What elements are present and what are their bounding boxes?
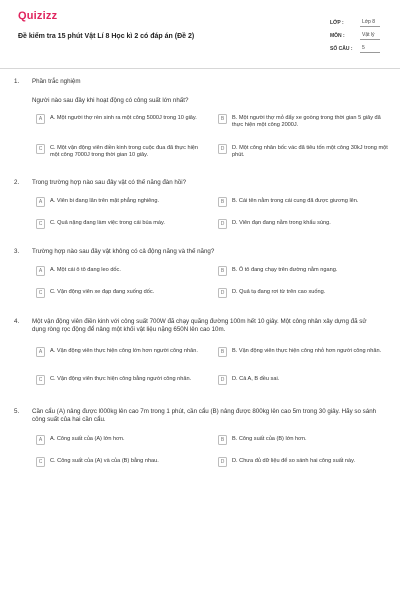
- option-text: D. Viên đạn đang nằm trong khẩu súng.: [232, 220, 331, 226]
- option-c[interactable]: [36, 219, 206, 229]
- option-letter-box: C: [36, 219, 45, 229]
- question-3-head: [14, 248, 380, 256]
- header-divider: [0, 68, 400, 69]
- question-2: [14, 179, 380, 227]
- option-text: D. Cả A, B đều sai.: [232, 376, 280, 382]
- worksheet-header: [18, 10, 382, 58]
- option-b[interactable]: [218, 347, 388, 357]
- meta-class-row: [330, 16, 380, 27]
- option-text: A. Một cái ô tô đang leo dốc.: [50, 267, 121, 273]
- meta-count-value: 5: [360, 45, 380, 53]
- question-5: [14, 408, 380, 465]
- option-letter-box: D: [218, 375, 227, 385]
- option-text: C. Một vận động viên điền kinh trong cuộc đua đã thực hiện một công 7000J trong thời gian 10 giây.: [50, 145, 199, 159]
- option-letter-box: A: [36, 114, 45, 124]
- option-letter-box: B: [218, 114, 227, 124]
- option-letter-box: A: [36, 197, 45, 207]
- option-letter-box: C: [36, 375, 45, 385]
- option-c[interactable]: [36, 457, 206, 467]
- question-1: [14, 78, 388, 159]
- option-b[interactable]: [218, 266, 388, 276]
- quizizz-logo[interactable]: Quizizz: [18, 10, 58, 22]
- option-b[interactable]: [218, 435, 388, 445]
- question-text: Một vận động viên điền kinh với công suất 700W đã chạy quãng đường 100m hết 10 giây. Một công nhân xây dựng đã sử dụng ròng rọc động để nâng một khối vật liệu nặng 650N lên cao 10m.: [32, 318, 367, 333]
- option-letter-box: A: [36, 266, 45, 276]
- option-d[interactable]: [218, 375, 388, 385]
- option-letter-box: B: [218, 197, 227, 207]
- option-text: D. Chưa đủ dữ liệu để so sánh hai công suất này.: [232, 458, 356, 464]
- worksheet-title: Đề kiểm tra 15 phút Vật Lí 8 Học kì 2 có đáp án (Đề 2): [18, 32, 195, 40]
- option-c[interactable]: [36, 144, 206, 160]
- option-text: D. Một công nhân bốc vác đã tiêu tốn một công 30kJ trong một phút.: [232, 145, 388, 159]
- question-3: [14, 248, 380, 296]
- question-text: Phần trắc nghiệm: [32, 78, 81, 85]
- option-b[interactable]: [218, 114, 388, 130]
- option-text: C. Quả nặng đang làm việc trong cái búa máy.: [50, 220, 165, 226]
- option-a[interactable]: [36, 347, 206, 357]
- question-number: 2.: [14, 179, 20, 186]
- option-c[interactable]: [36, 288, 206, 298]
- option-text: C. Vận động viên thực hiện công bằng người công nhân.: [50, 376, 192, 382]
- option-d[interactable]: [218, 457, 388, 467]
- option-letter-box: C: [36, 288, 45, 298]
- meta-count-label: SỐ CÂU :: [330, 45, 353, 52]
- question-4-head: [14, 318, 380, 334]
- option-b[interactable]: [218, 197, 388, 207]
- option-text: B. Một người thợ mỏ đẩy xe goòng trong thời gian 5 giây đã thực hiện một công 2000J.: [232, 115, 381, 129]
- option-d[interactable]: [218, 288, 388, 298]
- meta-class-value: Lớp 8: [360, 19, 380, 27]
- option-text: A. Vận động viên thực hiện công lớn hơn người công nhân.: [50, 348, 198, 354]
- option-text: A. Công suất của (A) lớn hơn.: [50, 436, 125, 442]
- option-text: B. Cái tên nằm trong cái cung đã được giương lên.: [232, 198, 359, 204]
- question-text: Trong trường hợp nào sau đây vật có thế năng đàn hồi?: [32, 179, 187, 186]
- option-text: C. Vận động viên xe đạp đang xuống dốc.: [50, 289, 155, 295]
- option-letter-box: D: [218, 144, 227, 154]
- meta-subject-row: [330, 29, 380, 40]
- question-text: Cần cẩu (A) nâng được l000kg lên cao 7m trong 1 phút, cần cẩu (B) nâng được 800kg lên cao 5m trong 30 giây. Hãy so sánh công suất của hai cần cẩu.: [32, 408, 377, 423]
- option-a[interactable]: [36, 435, 206, 445]
- question-number: 1.: [14, 78, 20, 85]
- option-text: A. Viên bi đang lăn trên mặt phẳng nghiêng.: [50, 198, 160, 204]
- question-number: 3.: [14, 248, 20, 255]
- question-5-head: [14, 408, 380, 424]
- option-letter-box: B: [218, 266, 227, 276]
- option-letter-box: D: [218, 457, 227, 467]
- option-letter-box: A: [36, 435, 45, 445]
- option-c[interactable]: [36, 375, 206, 385]
- worksheet-meta: [330, 16, 380, 55]
- meta-subject-label: MÔN :: [330, 32, 345, 39]
- question-number: 5.: [14, 408, 20, 415]
- option-text: B. Công suất của (B) lớn hơn.: [232, 436, 307, 442]
- option-a[interactable]: [36, 197, 206, 207]
- question-number: 4.: [14, 318, 20, 325]
- question-2-head: [14, 179, 380, 187]
- question-1-head: [14, 78, 380, 86]
- option-text: A. Một người thợ rèn sinh ra một công 5000J trong 10 giây.: [50, 115, 197, 121]
- option-a[interactable]: [36, 114, 206, 124]
- meta-subject-value: Vật lý: [360, 32, 380, 40]
- option-d[interactable]: [218, 219, 388, 229]
- option-a[interactable]: [36, 266, 206, 276]
- option-text: B. Ô tô đang chạy trên đường nằm ngang.: [232, 267, 338, 273]
- option-letter-box: B: [218, 347, 227, 357]
- option-letter-box: D: [218, 219, 227, 229]
- option-d[interactable]: [218, 144, 388, 160]
- option-letter-box: C: [36, 457, 45, 467]
- option-text: B. Vận động viên thực hiện công nhỏ hơn người công nhân.: [232, 348, 382, 354]
- meta-class-label: LỚP :: [330, 19, 344, 26]
- option-letter-box: D: [218, 288, 227, 298]
- question-subtext: Người nào sau đây khi hoạt động có công suất lớn nhất?: [32, 96, 189, 104]
- question-4: [14, 318, 382, 383]
- meta-count-row: [330, 42, 380, 53]
- question-text: Trường hợp nào sau đây vật không có cả động năng và thế năng?: [32, 248, 215, 255]
- option-letter-box: B: [218, 435, 227, 445]
- option-text: D. Quả tạ đang rơi từ trên cao xuống.: [232, 289, 326, 295]
- option-text: C. Công suất của (A) và của (B) bằng nhau.: [50, 458, 159, 464]
- option-letter-box: C: [36, 144, 45, 154]
- option-letter-box: A: [36, 347, 45, 357]
